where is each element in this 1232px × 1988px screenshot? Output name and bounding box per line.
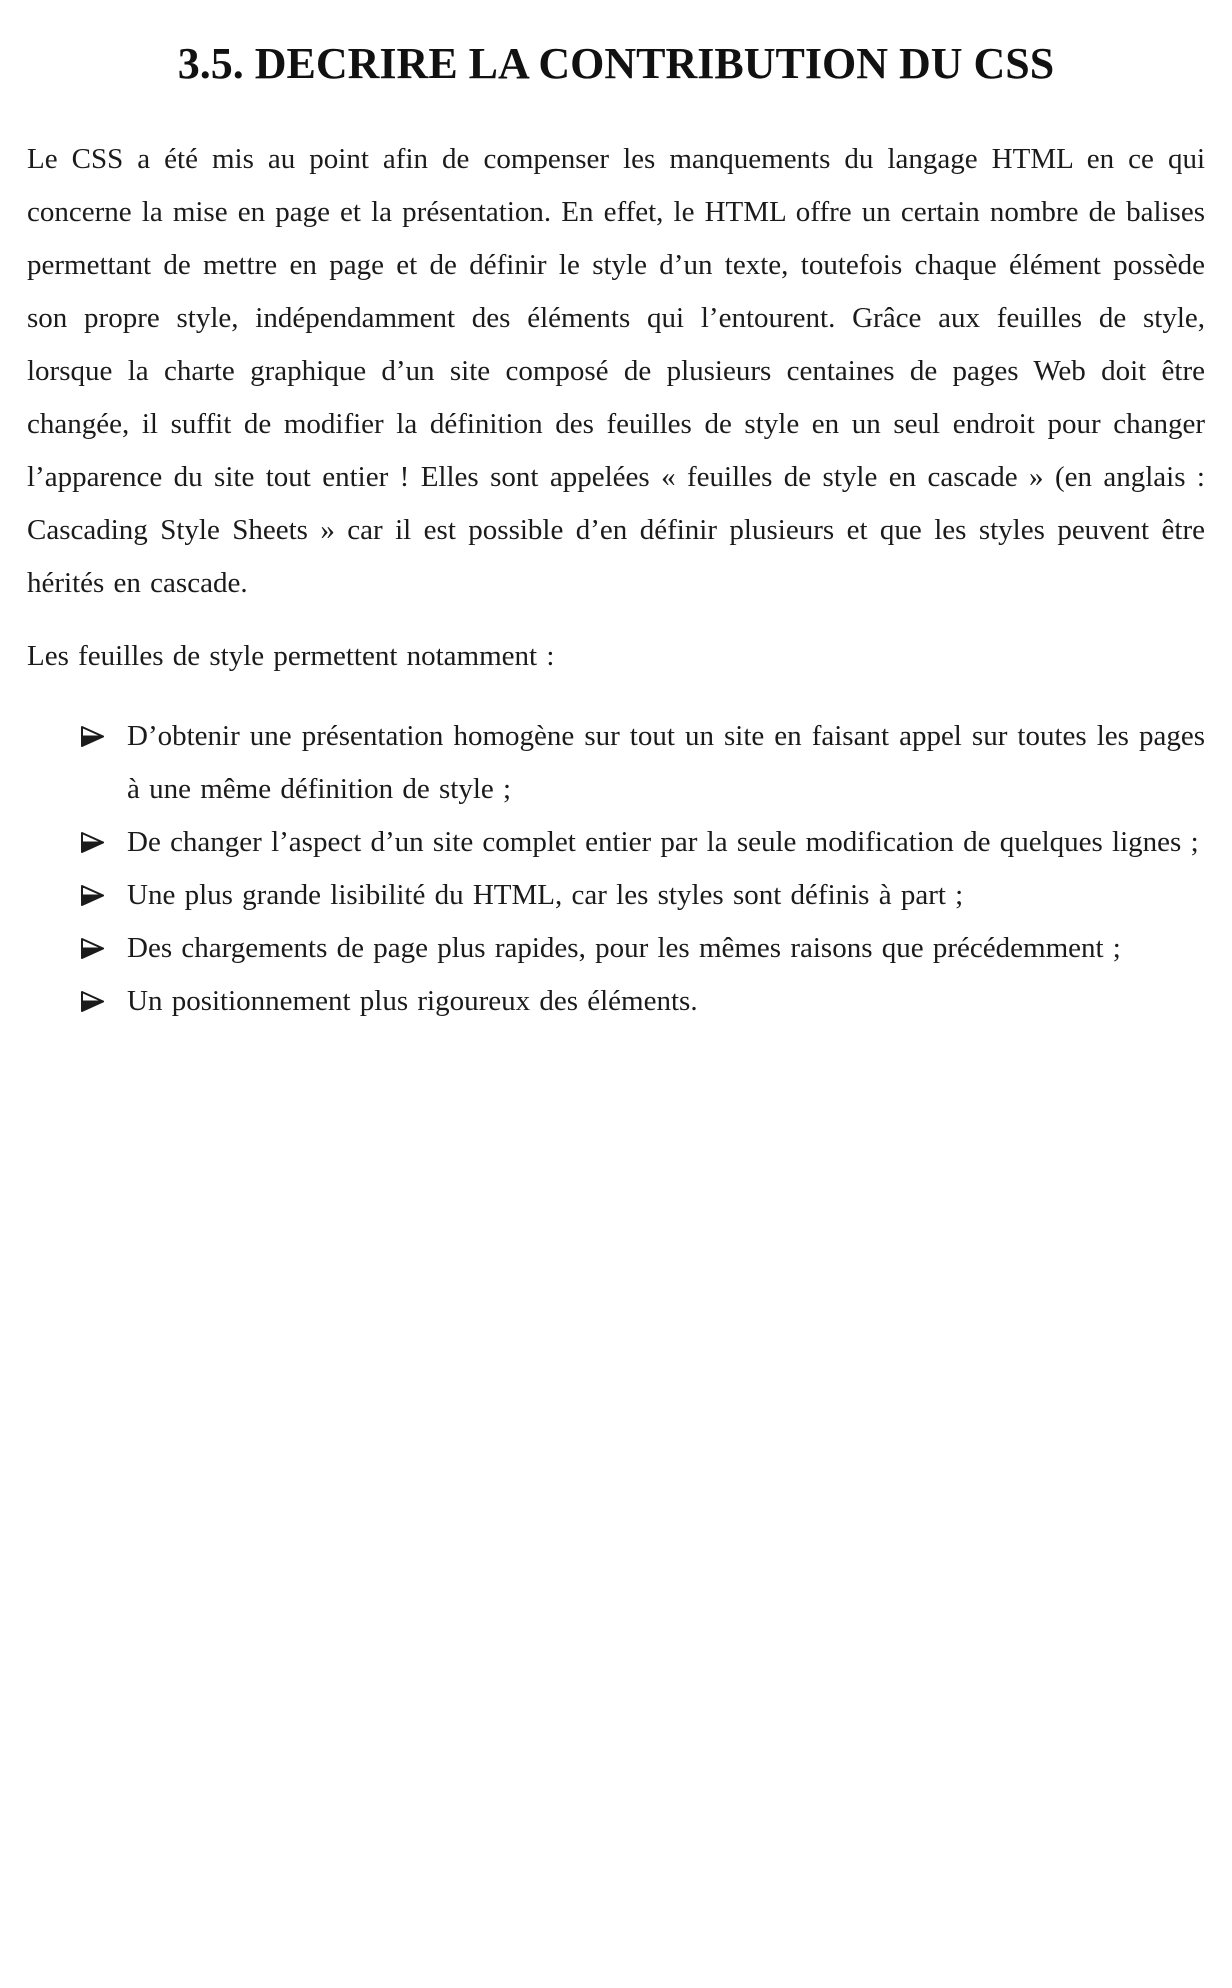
list-item (27, 975, 1205, 1028)
arrowhead-right-icon (79, 935, 106, 962)
list-item-text: Une plus grande lisibilité du HTML, car les styles sont définis à part ; (127, 879, 964, 911)
list-item (27, 869, 1205, 922)
intro-paragraph: Le CSS a été mis au point afin de compenser les manquements du langage HTML en ce qui concerne la mise en page et la présentation. En effet, le HTML offre un certain nombre de balises permettant de mettre en page et de définir le style d’un texte, toutefois chaque élément possède son propre style, indépendamment des éléments qui l’entourent. Grâce aux feuilles de style, lorsque la charte graphique d’un site composé de plusieurs centaines de pages Web doit être changée, il suffit de modifier la définition des feuilles de style en un seul endroit pour changer l’apparence du site tout entier ! Elles sont appelées « feuilles de style en cascade » (en anglais : Cascading Style Sheets » car il est possible d’en définir plusieurs et que les styles peuvent être hérités en cascade. (27, 143, 1205, 599)
list-item-text: D’obtenir une présentation homogène sur tout un site en faisant appel sur toutes les pages à une même définition de style ; (127, 720, 1205, 805)
list-item (27, 922, 1205, 975)
arrowhead-right-icon (79, 723, 106, 750)
list-item-text: De changer l’aspect d’un site complet entier par la seule modification de quelques lignes ; (127, 826, 1199, 858)
list-lead-in: Les feuilles de style permettent notamment : (27, 640, 555, 672)
list-item-text: Des chargements de page plus rapides, pour les mêmes raisons que précédemment ; (127, 932, 1121, 964)
bullet-list (27, 710, 1205, 1028)
arrowhead-right-icon (79, 829, 106, 856)
arrowhead-right-icon (79, 988, 106, 1015)
arrowhead-right-icon (79, 882, 106, 909)
list-item (27, 710, 1205, 816)
list-item-text: Un positionnement plus rigoureux des éléments. (127, 985, 698, 1017)
list-item (27, 816, 1205, 869)
page-title: 3.5. DECRIRE LA CONTRIBUTION DU CSS (177, 39, 1055, 88)
